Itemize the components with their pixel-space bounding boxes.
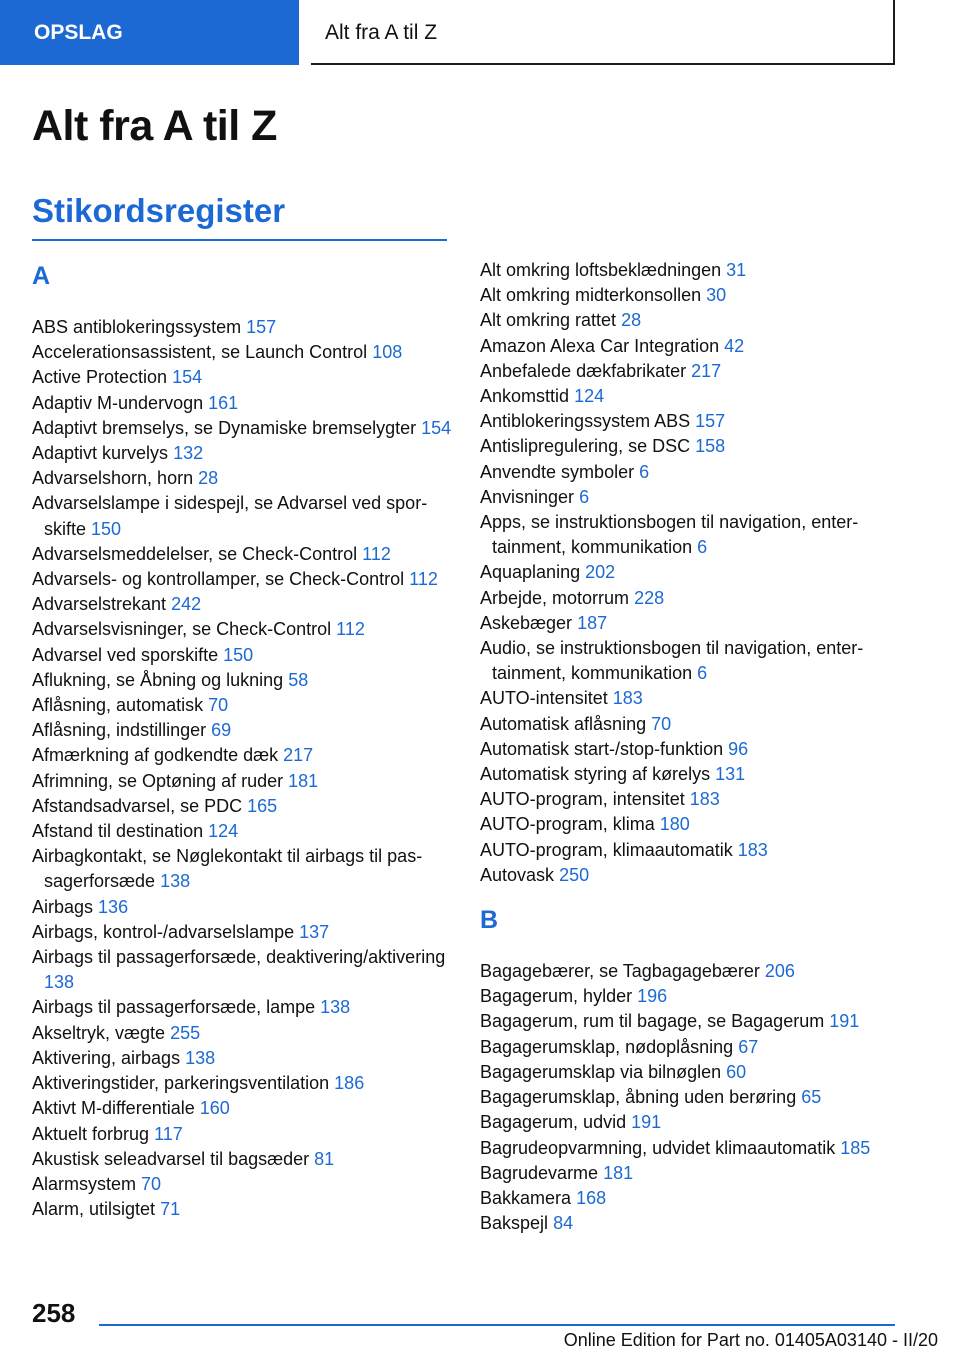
index-entry: [32, 643, 452, 668]
footer-edition: Online Edition for Part no. 01405A03140 - II/20: [563, 1330, 938, 1350]
index-entry-text: Alt omkring midterkonsollen: [480, 285, 702, 306]
index-entry: [480, 283, 900, 308]
index-page-link[interactable]: 181: [603, 1162, 634, 1183]
index-entry-text: Antislipregulering, se DSC: [480, 436, 691, 457]
index-entry-text: Bagagebærer, se Tagbagagebærer: [480, 961, 760, 982]
index-entry: [32, 1147, 452, 1172]
index-page-link[interactable]: 157: [246, 317, 277, 337]
index-entry: [32, 920, 452, 945]
index-page-link[interactable]: 28: [621, 310, 642, 331]
index-entry: [480, 384, 900, 409]
index-page-link[interactable]: 6: [697, 537, 708, 558]
index-page-link[interactable]: 181: [288, 770, 319, 791]
index-page-link[interactable]: 186: [334, 1073, 365, 1094]
index-entry-text: Automatisk styring af kørelys: [480, 764, 711, 785]
index-entry-text: Alarm, utilsigtet: [32, 1199, 156, 1220]
index-entry: [480, 1186, 900, 1211]
index-page-link[interactable]: 183: [689, 789, 720, 810]
index-page-link[interactable]: 132: [173, 443, 204, 464]
index-page-link[interactable]: 42: [724, 335, 745, 356]
index-entry: [32, 416, 452, 441]
index-page-link[interactable]: 124: [208, 821, 239, 842]
footer-divider: [99, 1324, 895, 1326]
index-entry: [480, 1110, 900, 1135]
index-page-link[interactable]: 255: [170, 1022, 201, 1043]
index-entry-text: Akustisk seleadvarsel til bagsæder: [32, 1148, 310, 1169]
index-entry-text: Bagagerum, hylder: [480, 986, 633, 1007]
index-entry: [32, 819, 452, 844]
index-entry: [480, 611, 900, 636]
index-entry-text: Accelerationsassistent, se Launch Control: [32, 342, 368, 363]
index-page-link[interactable]: 136: [98, 896, 129, 917]
index-page-link[interactable]: 58: [288, 669, 309, 690]
index-entry-text: Advarselsvisninger, se Check-Control: [32, 619, 332, 640]
index-entry: [32, 315, 452, 340]
index-entry-text: Bagrudevarme: [480, 1162, 599, 1183]
index-page-link[interactable]: 112: [336, 619, 365, 640]
index-letter-a: A: [32, 262, 51, 290]
page-title: Alt fra A til Z: [32, 102, 277, 150]
index-entry-text: Aktivering, airbags: [32, 1047, 181, 1068]
index-page-link[interactable]: 138: [320, 997, 351, 1018]
index-entry: [480, 1085, 900, 1110]
index-entry-text: Automatisk aflåsning: [480, 713, 647, 734]
index-entry: [32, 567, 452, 592]
index-entry-text: Airbags: [32, 896, 94, 917]
index-page-link[interactable]: 138: [185, 1047, 216, 1068]
index-entry: [480, 1009, 900, 1034]
index-entry-text: Airbags til passagerforsæde, deaktivering/aktivering: [32, 947, 446, 968]
index-entry-text: Akseltryk, vægte: [32, 1022, 166, 1043]
index-entry-text: Adaptivt bremselys, se Dynamiske bremselygter: [32, 417, 417, 438]
index-entry-text: Advarselslampe i sidespejl, se Advarsel ved sporskifte: [32, 493, 428, 539]
index-entry-text: Anvisninger: [480, 486, 575, 507]
index-entry-text: Autovask: [480, 864, 555, 885]
index-entry: [32, 769, 452, 794]
index-entry-text: Bagagerumsklap, åbning uden berøring: [480, 1087, 797, 1108]
index-page-link[interactable]: 150: [223, 644, 254, 665]
index-page-link[interactable]: 185: [840, 1137, 871, 1158]
index-entry: [480, 460, 900, 485]
index-page-link[interactable]: 161: [208, 392, 239, 413]
index-page-link[interactable]: 70: [651, 713, 672, 734]
index-entry-text: Bakspejl: [480, 1213, 549, 1234]
index-page-link[interactable]: 6: [579, 486, 590, 507]
index-entry-text: Bagrudeopvarmning, udvidet klimaautomatik: [480, 1137, 836, 1158]
index-entry-text: AUTO-program, klima: [480, 814, 655, 835]
index-page-link[interactable]: 191: [829, 1011, 860, 1032]
index-entry: [480, 586, 900, 611]
index-entry: [480, 812, 900, 837]
index-page-link[interactable]: 187: [577, 612, 608, 633]
index-entry-text: Apps, se instruktionsbogen til navigation, entertainment, kommunikation: [480, 512, 859, 558]
index-entry-text: Adaptiv M-undervogn: [32, 392, 204, 413]
index-entry: [480, 787, 900, 812]
index-entry-text: Airbagkontakt, se Nøglekontakt til airbags til passagerforsæde: [32, 846, 423, 892]
index-page-link[interactable]: 202: [585, 562, 616, 583]
index-entry: [32, 693, 452, 718]
index-page-link[interactable]: 165: [247, 795, 278, 816]
index-entry: [480, 737, 900, 762]
index-page-link[interactable]: 69: [211, 720, 232, 741]
index-page-link[interactable]: 157: [695, 411, 726, 432]
index-page-link[interactable]: 158: [695, 436, 726, 457]
index-entry: [32, 1021, 452, 1046]
index-entry: [480, 560, 900, 585]
index-entry-text: Advarselsmeddelelser, se Check-Control: [32, 543, 358, 564]
index-entry: [32, 391, 452, 416]
index-entry-text: Audio, se instruktionsbogen til navigation, entertainment, kommunikation: [480, 638, 864, 684]
section-divider: [32, 239, 447, 241]
index-entry: [480, 959, 900, 984]
index-entry: [32, 668, 452, 693]
index-entry-text: Afstandsadvarsel, se PDC: [32, 795, 243, 816]
index-entry: [480, 510, 900, 560]
index-entry-text: Airbags, kontrol-/advarselslampe: [32, 921, 295, 942]
index-entry: [480, 1060, 900, 1085]
index-entry-text: Anbefalede dækfabrikater: [480, 360, 687, 381]
index-entry: [32, 1122, 452, 1147]
index-page-link[interactable]: 31: [726, 260, 747, 280]
index-page-link[interactable]: 112: [409, 569, 438, 590]
index-page-link[interactable]: 138: [44, 972, 75, 993]
index-entry: [32, 718, 452, 743]
index-entry-text: Advarselstrekant: [32, 594, 167, 615]
index-entry: [32, 340, 452, 365]
index-entry: [32, 1071, 452, 1096]
index-entry-text: Advarsels- og kontrollamper, se Check-Control: [32, 569, 405, 590]
index-page-link[interactable]: 250: [559, 864, 590, 885]
index-page-link[interactable]: 70: [141, 1173, 162, 1194]
index-page-link[interactable]: 67: [738, 1036, 759, 1057]
index-entry: [32, 895, 452, 920]
index-entry-text: Alt omkring rattet: [480, 310, 617, 331]
index-entry-text: AUTO-intensitet: [480, 688, 608, 709]
index-page-link[interactable]: 242: [171, 594, 202, 615]
index-entry: [480, 863, 900, 888]
index-entry: [480, 359, 900, 384]
index-entry-text: Afstand til destination: [32, 821, 204, 842]
index-page-link[interactable]: 84: [553, 1213, 574, 1234]
page-number: 258: [32, 1298, 76, 1328]
index-entry: [32, 491, 452, 541]
index-entry: [480, 1211, 900, 1236]
index-page-link[interactable]: 183: [612, 688, 643, 709]
index-entry-text: Aflåsning, automatisk: [32, 695, 204, 716]
index-column-right: [480, 258, 900, 1236]
index-entry-text: AUTO-program, klimaautomatik: [480, 839, 733, 860]
index-entry: [480, 984, 900, 1009]
index-page-link[interactable]: 71: [160, 1199, 181, 1220]
index-page-link[interactable]: 112: [362, 543, 391, 564]
index-entry: [480, 838, 900, 863]
index-entry-text: Advarselshorn, horn: [32, 468, 194, 489]
index-entry: [480, 1035, 900, 1060]
index-entry: [32, 1172, 452, 1197]
index-page-link[interactable]: 217: [283, 745, 314, 766]
index-page-link[interactable]: 180: [659, 814, 690, 835]
index-entry: [480, 258, 900, 283]
index-entry-text: AUTO-program, intensitet: [480, 789, 685, 810]
index-entry-text: Bagagerum, udvid: [480, 1112, 627, 1133]
index-page-link[interactable]: 137: [299, 921, 330, 942]
index-entry: [32, 945, 452, 995]
index-entry: [480, 334, 900, 359]
index-entry-text: Amazon Alexa Car Integration: [480, 335, 720, 356]
index-page-link[interactable]: 6: [697, 663, 708, 684]
index-entry: [32, 995, 452, 1020]
index-entry-text: Advarsel ved sporskifte: [32, 644, 219, 665]
index-page-link[interactable]: 60: [726, 1061, 747, 1082]
index-page-link[interactable]: 150: [91, 518, 122, 539]
index-entry-text: Automatisk start-/stop-funktion: [480, 738, 724, 759]
index-page-link[interactable]: 191: [631, 1112, 662, 1133]
index-page-link[interactable]: 154: [172, 367, 203, 388]
index-page-link[interactable]: 6: [639, 461, 650, 482]
index-entry-text: Arbejde, motorrum: [480, 587, 630, 608]
index-entry-text: Aflåsning, indstillinger: [32, 720, 207, 741]
index-entry: [32, 466, 452, 491]
index-page-link[interactable]: 168: [576, 1187, 607, 1208]
index-entry-text: Alarmsystem: [32, 1173, 137, 1194]
header-chapter-title: Alt fra A til Z: [311, 0, 895, 65]
index-page-link[interactable]: 138: [160, 871, 191, 892]
section-title: Stikordsregister: [32, 192, 286, 229]
index-page-link[interactable]: 81: [314, 1148, 335, 1169]
index-page-link[interactable]: 65: [801, 1087, 822, 1108]
index-entry-text: Aktiveringstider, parkeringsventilation: [32, 1073, 330, 1094]
index-entry-text: Ankomsttid: [480, 386, 570, 407]
index-entry-text: Bagagerumsklap via bilnøglen: [480, 1061, 722, 1082]
header-section-tab: OPSLAG: [0, 0, 299, 65]
index-entry-text: Adaptivt kurvelys: [32, 443, 169, 464]
index-entry-text: Bagagerumsklap, nødoplåsning: [480, 1036, 734, 1057]
index-page-link[interactable]: 206: [764, 961, 795, 982]
index-entry: [480, 712, 900, 737]
index-entry: [480, 409, 900, 434]
index-entry-text: Afrimning, se Optøning af ruder: [32, 770, 284, 791]
index-entry: [32, 441, 452, 466]
index-page-link[interactable]: 70: [208, 695, 229, 716]
index-entry-text: Anvendte symboler: [480, 461, 635, 482]
index-page-link[interactable]: 28: [198, 468, 219, 489]
index-entries-b: [480, 959, 900, 1236]
index-entry: [32, 844, 452, 894]
index-entry: [480, 434, 900, 459]
index-page-link[interactable]: 124: [574, 386, 605, 407]
index-column-left: [32, 258, 452, 1222]
index-page-link[interactable]: 183: [737, 839, 768, 860]
index-page-link[interactable]: 160: [199, 1098, 230, 1119]
index-entry: [32, 743, 452, 768]
index-entry: [480, 686, 900, 711]
index-entry-text: Bagagerum, rum til bagage, se Bagagerum: [480, 1011, 825, 1032]
index-entry-text: Bakkamera: [480, 1187, 572, 1208]
index-entry: [32, 365, 452, 390]
index-entry: [480, 485, 900, 510]
index-page-link[interactable]: 108: [372, 342, 403, 363]
index-entries-right: [480, 258, 900, 888]
index-entry-text: Afmærkning af godkendte dæk: [32, 745, 279, 766]
index-entry-text: Active Protection: [32, 367, 168, 388]
index-letter-b: B: [480, 906, 499, 935]
index-entry-text: Aquaplaning: [480, 562, 581, 583]
index-page-link[interactable]: 196: [637, 986, 668, 1007]
index-entry: [480, 308, 900, 333]
index-entry: [32, 1096, 452, 1121]
index-entries-left: [32, 315, 452, 1222]
index-entry-text: Alt omkring loftsbeklædningen: [480, 260, 722, 280]
index-page-link[interactable]: 131: [715, 764, 746, 785]
index-group-b: [480, 902, 900, 1236]
index-entry: [480, 1161, 900, 1186]
index-page-link[interactable]: 217: [691, 360, 722, 381]
index-page-link[interactable]: 30: [706, 285, 727, 306]
index-page-link[interactable]: 117: [154, 1123, 183, 1144]
index-entry: [32, 1046, 452, 1071]
index-entry: [32, 1197, 452, 1222]
index-entry-text: ABS antiblokeringssystem: [32, 317, 242, 337]
index-entry-text: Airbags til passagerforsæde, lampe: [32, 997, 316, 1018]
index-entry-text: Aflukning, se Åbning og lukning: [32, 669, 284, 690]
index-entry-text: Antiblokeringssystem ABS: [480, 411, 691, 432]
index-page-link[interactable]: 228: [634, 587, 665, 608]
index-entry-text: Askebæger: [480, 612, 573, 633]
index-entry: [480, 1136, 900, 1161]
index-entry: [32, 794, 452, 819]
index-entry-text: Aktivt M-differentiale: [32, 1098, 195, 1119]
index-page-link[interactable]: 96: [728, 738, 749, 759]
index-entry: [480, 762, 900, 787]
index-entry: [32, 592, 452, 617]
index-entry: [32, 617, 452, 642]
index-entry-text: Aktuelt forbrug: [32, 1123, 150, 1144]
index-entry: [32, 542, 452, 567]
index-entry: [480, 636, 900, 686]
index-page-link[interactable]: 154: [421, 417, 452, 438]
